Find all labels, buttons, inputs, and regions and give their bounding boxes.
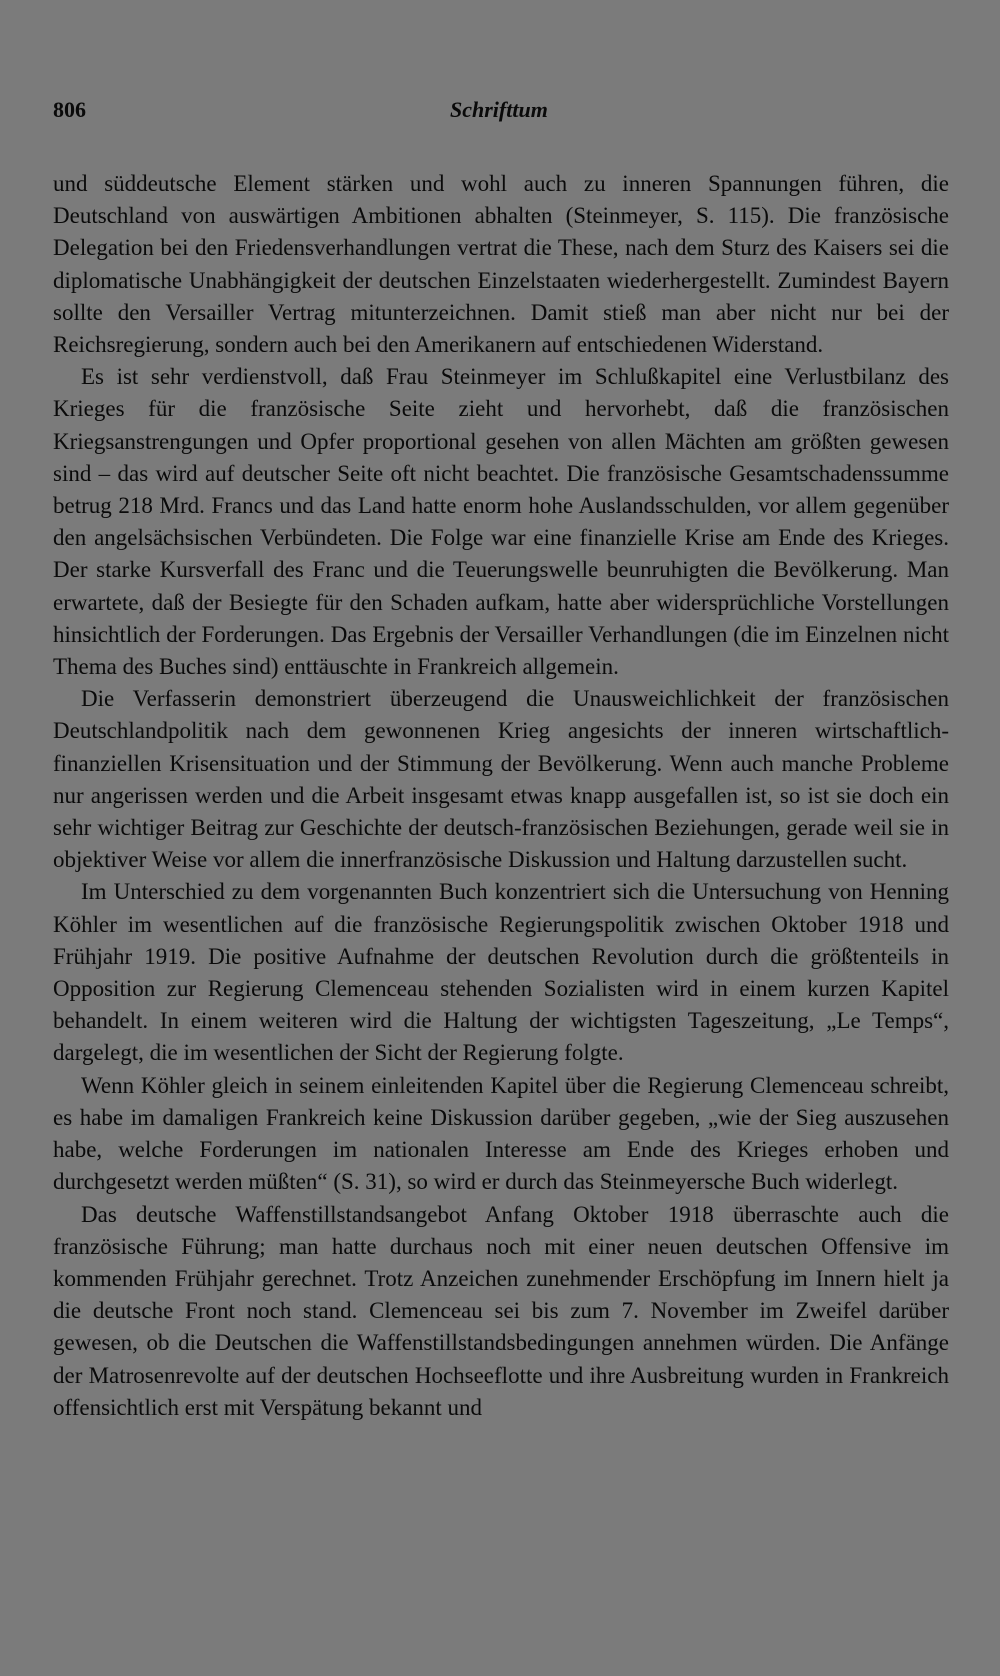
paragraph: Das deutsche Waffenstillstandsangebot Anfang Oktober 1918 überraschte auch die französische Führung; man hatte durchaus noch mit einer neuen deutschen Offensive im kommenden Frühjahr gerechnet. Trotz Anzeichen zunehmender Erschöpfung im Innern hielt ja die deutsche Front noch stand. Clemenceau sei bis zum 7. November im Zweifel darüber gewesen, ob die Deutschen die Waffenstillstandsbedingungen annehmen würden. Die Anfänge der Matrosenrevolte auf der deutschen Hochseeflotte und ihre Ausbreitung wurden in Frankreich offensichtlich erst mit Verspätung bekannt und — [53, 1201, 949, 1420]
running-head: Schrifttum — [450, 97, 548, 122]
paragraph: Im Unterschied zu dem vorgenannten Buch konzentriert sich die Untersuchung von Henning Köhler im wesentlichen auf die französische Regierungspolitik zwischen Oktober 1918 und Frühjahr 1919. Die positive Aufnahme der deutschen Revolution durch die größtenteils in Opposition zur Regierung Clemenceau stehenden Sozialisten wird in einem kurzen Kapitel behandelt. In einem weiteren wird die Haltung der wichtigsten Tageszeitung, „Le Temps“, dargelegt, die im wesentlichen der Sicht der Regierung folgte. — [53, 879, 949, 1066]
paragraph: und süddeutsche Element stärken und wohl auch zu inneren Spannungen führen, die Deutschland von auswärtigen Ambitionen abhalten (Steinmeyer, S. 115). Die französische Delegation bei den Friedensverhandlungen vertrat die These, nach dem Sturz des Kaisers sei die diplomatische Unabhängigkeit der deutschen Einzelstaaten wiederhergestellt. Zumindest Bayern sollte den Versailler Vertrag mitunterzeichnen. Damit stieß man aber nicht nur bei der Reichsregierung, sondern auch bei den Amerikanern auf entschiedenen Widerstand. — [53, 171, 949, 358]
paragraph: Wenn Köhler gleich in seinem einleitenden Kapitel über die Regierung Clemenceau schreibt, es habe im damaligen Frankreich keine Diskussion darüber gegeben, „wie der Sieg auszusehen habe, welche Forderungen im nationalen Interesse am Ende des Krieges erhoben und durchgesetzt werden müßten“ (S. 31), so wird er durch das Steinmeyersche Buch widerlegt. — [53, 1072, 949, 1195]
page-number: 806 — [53, 97, 86, 122]
body-text — [53, 168, 949, 1424]
paragraph: Es ist sehr verdienstvoll, daß Frau Steinmeyer im Schlußkapitel eine Verlustbilanz des Krieges für die französische Seite zieht und hervorhebt, daß die französischen Kriegsanstrengungen und Opfer proportional gesehen von allen Mächten am größten gewesen sind – das wird auf deutscher Seite oft nicht beachtet. Die französische Gesamtschadenssumme betrug 218 Mrd. Francs und das Land hatte enorm hohe Auslandsschulden, vor allem gegenüber den angelsächsischen Verbündeten. Die Folge war eine finanzielle Krise am Ende des Krieges. Der starke Kursverfall des Franc und die Teuerungswelle beunruhigten die Bevölkerung. Man erwartete, daß der Besiegte für den Schaden aufkam, hatte aber widersprüchliche Vorstellungen hinsichtlich der Forderungen. Das Ergebnis der Versailler Verhandlungen (die im Einzelnen nicht Thema des Buches sind) enttäuschte in Frankreich allgemein. — [53, 364, 949, 680]
paragraph: Die Verfasserin demonstriert überzeugend die Unausweichlichkeit der französischen Deutschlandpolitik nach dem gewonnenen Krieg angesichts der inneren wirtschaftlichfinanziellen Krisensituation und der Stimmung der Bevölkerung. Wenn auch manche Probleme nur angerissen werden und die Arbeit insgesamt etwas knapp ausgefallen ist, so ist sie doch ein sehr wichtiger Beitrag zur Geschichte der deutsch-französischen Beziehungen, gerade weil sie in objektiver Weise vor allem die innerfranzösische Diskussion und Haltung darzustellen sucht. — [53, 686, 949, 873]
